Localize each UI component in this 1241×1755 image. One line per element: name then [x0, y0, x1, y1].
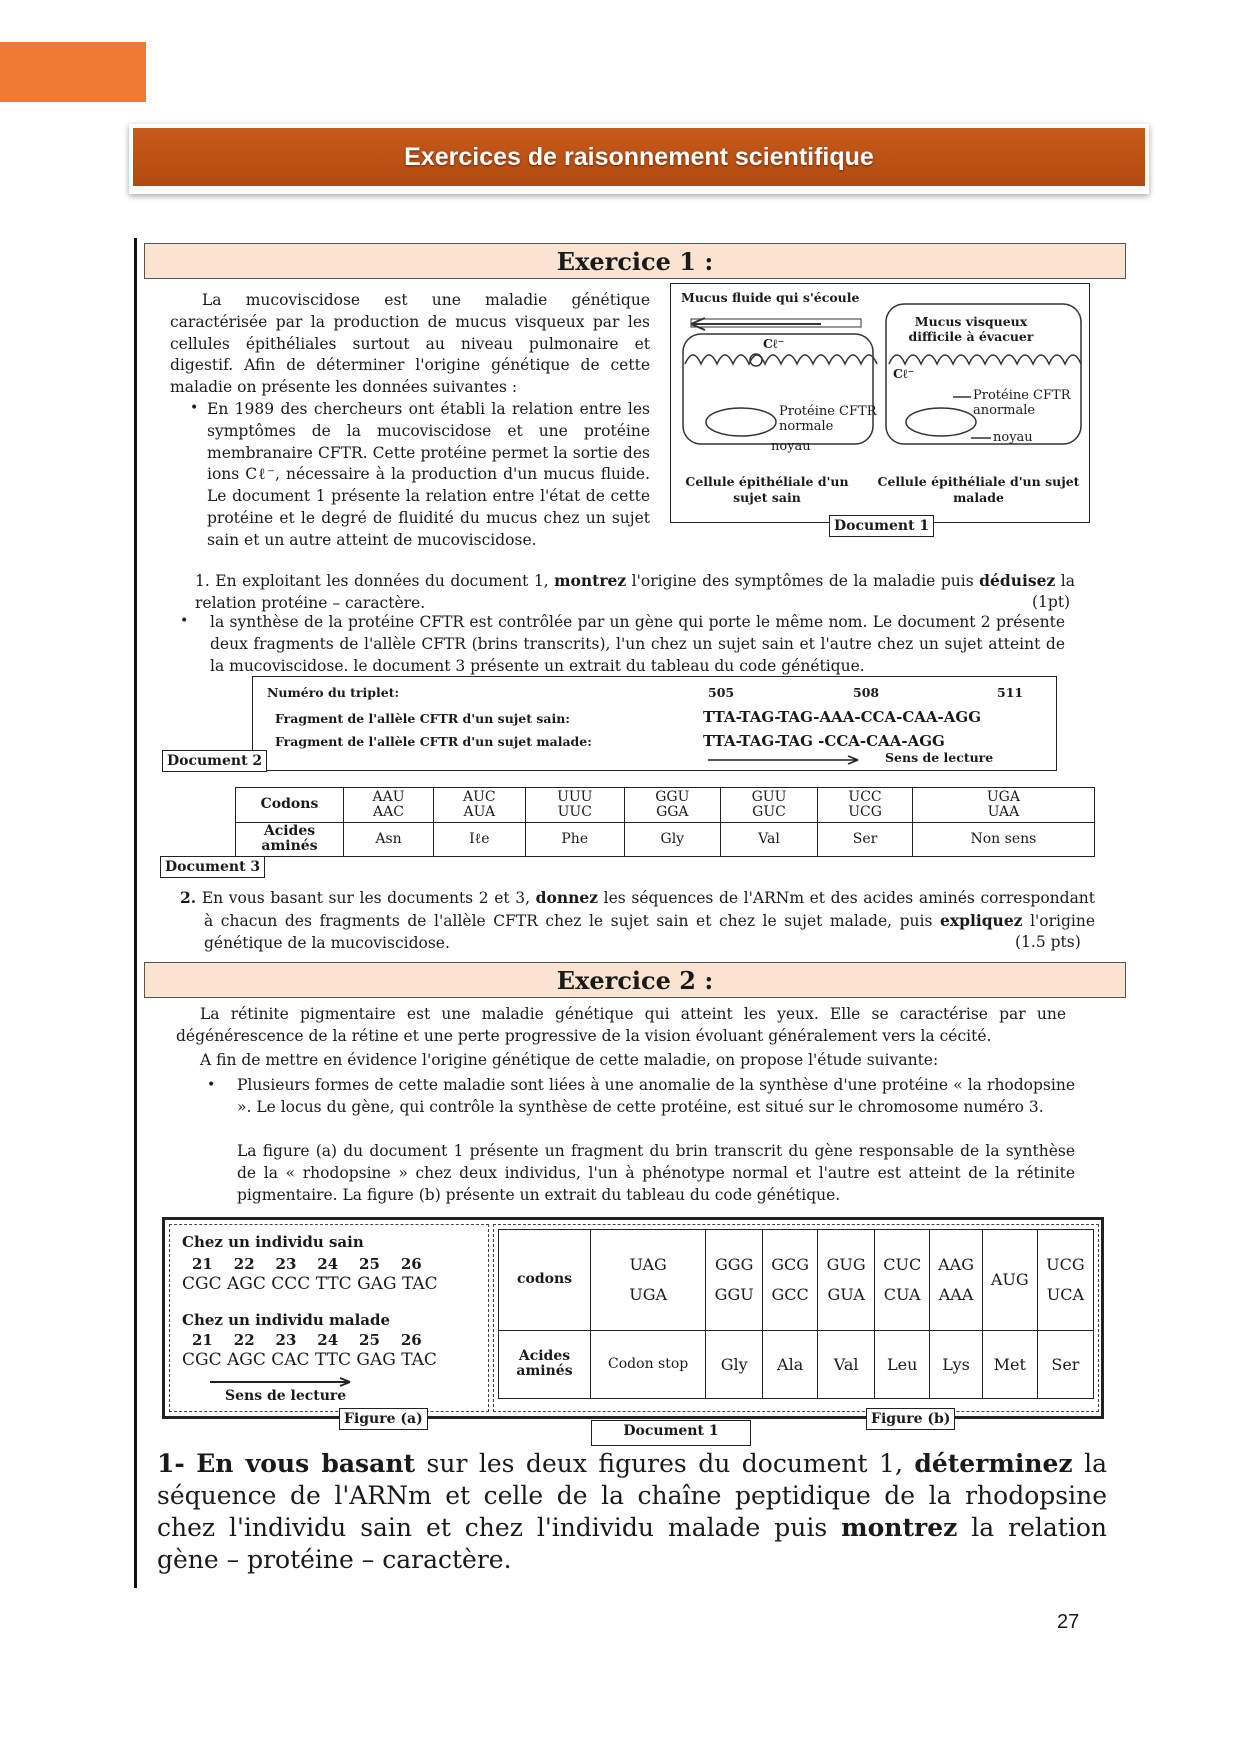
- bullet-dot: •: [190, 400, 199, 416]
- sick-fragment-label: Fragment de l'allèle CFTR d'un sujet malade:: [275, 734, 592, 749]
- banner-title: Exercices de raisonnement scientifique: [133, 128, 1145, 186]
- page-number: 27: [1057, 1611, 1080, 1633]
- protein-normal-label: Protéine CFTR normale: [779, 404, 877, 434]
- page-banner: [129, 124, 1149, 194]
- sick-fragment-sequence: TTA-TAG-TAG -CCA-CAA-AGG: [703, 732, 945, 750]
- figb-amino-cell: Met: [982, 1330, 1037, 1398]
- q1-number: 1.: [195, 572, 210, 590]
- q1-pre: En exploitant les données du document 1,: [215, 572, 549, 590]
- doc3-amino-cell: Asn: [344, 822, 434, 857]
- doc3-codon-cell: GUU GUC: [720, 788, 818, 823]
- ex1-question2: [180, 887, 1095, 954]
- q2-post: l'origine génétique de la mucoviscidose.: [204, 911, 1096, 952]
- figb-amino-cell: Leu: [875, 1330, 930, 1398]
- ex2-q1-mid2: la séquence de l'ARNm et celle de la chaîne peptidique de la rhodopsine chez l'individu sain et chez l'individu malade puis: [157, 1449, 1107, 1542]
- reading-direction-arrow: [210, 1377, 360, 1387]
- fluid-mucus-label: Mucus fluide qui s'écoule: [681, 290, 860, 305]
- sick-sequence: CGC AGC CAC TTC GAG TAC: [182, 1350, 437, 1370]
- q2-points: (1.5 pts): [1015, 933, 1081, 951]
- figb-codon-cell: GGG GGU: [706, 1230, 763, 1331]
- figb-codon-cell: UAG UGA: [591, 1230, 706, 1331]
- healthy-fragment-sequence: TTA-TAG-TAG-AAA-CCA-CAA-AGG: [703, 708, 982, 726]
- sick-individual-title: Chez un individu malade: [182, 1311, 391, 1329]
- figb-amino-cell: Gly: [706, 1330, 763, 1398]
- triplet-numbers-healthy: 21 22 23 24 25 26: [192, 1255, 422, 1273]
- protein-abnormal-label: Protéine CFTR anormale: [973, 388, 1071, 418]
- ex2-q1-number: 1-: [157, 1449, 185, 1478]
- figure-a-box: [169, 1224, 489, 1412]
- q1-mid: l'origine des symptômes de la maladie puis: [631, 572, 974, 590]
- bullet-dot: •: [207, 1077, 216, 1093]
- reading-direction-label: Sens de lecture: [225, 1388, 347, 1404]
- doc3-codon-cell: UGA UAA: [912, 788, 1094, 823]
- figb-amino-cell: Codon stop: [591, 1330, 706, 1398]
- bullet-dot: •: [180, 613, 189, 629]
- triplet-numbers-sick: 21 22 23 24 25 26: [192, 1331, 422, 1349]
- healthy-fragment-label: Fragment de l'allèle CFTR d'un sujet sain:: [275, 711, 570, 726]
- flow-arrow: [691, 318, 821, 330]
- doc3-amino-cell: Val: [720, 822, 818, 857]
- sick-cell-caption: Cellule épithéliale d'un sujet malade: [877, 474, 1080, 505]
- figb-codon-cell: UCG UCA: [1037, 1230, 1093, 1331]
- ex2-bullet-cont: La figure (a) du document 1 présente un fragment du brin transcrit du gène responsable de la synthèse de la « rhodopsine » chez deux individus, l'un à phénotype normal et l'autre est atteint de la rétinite pigmentaire. La figure (b) présente un extrait du tableau du code génétique.: [237, 1142, 1075, 1204]
- figb-codon-cell: AAG AAA: [930, 1230, 982, 1331]
- left-margin-rule: [134, 238, 137, 1588]
- exercise-1-title: Exercice 1 :: [556, 246, 714, 276]
- ex1-document2-box: [252, 676, 1057, 771]
- ex1-document3-label: Document 3: [160, 856, 265, 878]
- figb-amino-cell: Ala: [763, 1330, 818, 1398]
- noyau-label-left: noyau: [771, 439, 811, 454]
- ex1-question1: [195, 570, 1075, 615]
- chloride-label-right: Cℓ⁻: [893, 366, 915, 381]
- doc3-codon-cell: AAU AAC: [344, 788, 434, 823]
- q2-pre: En vous basant sur les documents 2 et 3,: [201, 889, 531, 907]
- ex2-intro2: A fin de mettre en évidence l'origine génétique de cette maladie, on propose l'étude suivante:: [200, 1051, 939, 1069]
- figb-codon-cell: AUG: [982, 1230, 1037, 1331]
- figure-b-label: Figure (b): [866, 1408, 955, 1430]
- figure-b-box: [493, 1224, 1099, 1412]
- healthy-individual-title: Chez un individu sain: [182, 1233, 364, 1251]
- figb-amino-cell: Lys: [930, 1330, 982, 1398]
- reading-direction-arrow: [708, 755, 868, 765]
- nucleus-left: [706, 408, 776, 436]
- q2-bold1: donnez: [535, 888, 599, 907]
- q1-points: (1pt): [1032, 593, 1071, 611]
- microvilli-left: [685, 355, 877, 364]
- ex1-bullet1: En 1989 des chercheurs ont établi la relation entre les symptômes de la mucoviscidose et une protéine membranaire CFTR. Cette protéine permet la sortie des ions Cℓ⁻, nécessaire à la production d'un mucus fluide. Le document 1 présente la relation entre l'état de cette protéine et le degré de fluidité du mucus chez un sujet sain et un autre atteint de mucoviscidose.: [207, 400, 650, 549]
- noyau-label-right: noyau: [993, 430, 1033, 445]
- triplet-505: 505: [708, 685, 735, 700]
- triplet-511: 511: [997, 685, 1024, 700]
- figure-b-table: [498, 1229, 1094, 1399]
- microvilli-right: [889, 355, 1081, 364]
- ex1-document1-label: Document 1: [829, 515, 934, 537]
- doc3-amino-cell: Ser: [818, 822, 913, 857]
- doc3-codon-cell: AUC AUA: [434, 788, 526, 823]
- doc3-amino-cell: Iℓe: [434, 822, 526, 857]
- doc3-codon-cell: GGU GGA: [624, 788, 720, 823]
- doc3-codon-cell: UCC UCG: [818, 788, 913, 823]
- ex2-bullet: Plusieurs formes de cette maladie sont liées à une anomalie de la synthèse d'une protéine « la rhodopsine ». Le locus du gène, qui contrôle la synthèse de cette protéine, est situé sur le chromosome numéro 3.: [237, 1076, 1075, 1116]
- q1-bold1: montrez: [554, 571, 627, 590]
- nucleus-right: [906, 408, 976, 436]
- triplet-number-label: Numéro du triplet:: [267, 685, 400, 700]
- exercise-2-title: Exercice 2 :: [556, 965, 714, 995]
- ex2-q1-pre: En vous basant: [196, 1449, 416, 1478]
- chloride-label-left: Cℓ⁻: [763, 336, 785, 351]
- healthy-sequence: CGC AGC CCC TTC GAG TAC: [182, 1274, 438, 1294]
- ex2-q1-mid: sur les deux figures du document 1,: [426, 1449, 903, 1478]
- figb-amino-header: Acides aminés: [499, 1330, 591, 1398]
- q2-bold2: expliquez: [940, 910, 1023, 930]
- figb-codon-cell: CUC CUA: [875, 1230, 930, 1331]
- doc3-amino-header: Acides aminés: [236, 822, 344, 857]
- ex2-q1-post: la relation gène – protéine – caractère.: [157, 1513, 1107, 1574]
- figure-a-label: Figure (a): [339, 1408, 428, 1430]
- ex1-document2-label: Document 2: [162, 750, 267, 772]
- healthy-cell-caption: Cellule épithéliale d'un sujet sain: [685, 474, 849, 505]
- q2-mid: les séquences de l'ARNm et des acides aminés correspondant à chacun des fragments de l'allèle CFTR chez le sujet sain et chez le sujet malade, puis: [204, 889, 1096, 930]
- ex2-intro1: La rétinite pigmentaire est une maladie génétique qui atteint les yeux. Elle se caractérise par une dégénérescence de la rétine et une perte progressive de la vision évoluant généralement vers la cécité.: [176, 1005, 1066, 1045]
- ex1-document1-figure: [670, 283, 1090, 523]
- figb-codon-cell: GCG GCC: [763, 1230, 818, 1331]
- ex2-document1-label: Document 1: [591, 1420, 751, 1446]
- ex2-q1-bold2: montrez: [841, 1513, 958, 1542]
- doc3-codon-cell: UUU UUC: [525, 788, 624, 823]
- ex2-document1-box: [162, 1217, 1104, 1419]
- ex2-q1-bold: déterminez: [914, 1449, 1073, 1478]
- viscous-mucus-label: Mucus visqueux difficile à évacuer: [908, 314, 1034, 344]
- q2-number: 2.: [180, 888, 197, 907]
- orange-corner-tab: [0, 42, 146, 102]
- reading-direction-label: Sens de lecture: [885, 750, 994, 765]
- q1-post: la relation protéine – caractère.: [195, 572, 1075, 612]
- doc3-amino-cell: Gly: [624, 822, 720, 857]
- ex1-bullet2: la synthèse de la protéine CFTR est contrôlée par un gène qui porte le même nom. Le document 2 présente deux fragments de l'allèle CFTR (brins transcrits), l'un chez un sujet sain et l'autre chez un sujet atteint de la mucoviscidose. le document 3 présente un extrait du tableau du code génétique.: [210, 613, 1065, 675]
- triplet-508: 508: [853, 685, 880, 700]
- ex2-question1: [157, 1448, 1107, 1576]
- ex1-intro: La mucoviscidose est une maladie génétique caractérisée par la production de mucus visqueux par les cellules épithéliales surtout au niveau pulmonaire et digestif. Afin de déterminer l'origine génétique de cette maladie on présente les données suivantes :: [170, 291, 650, 397]
- figb-amino-cell: Val: [818, 1330, 875, 1398]
- doc3-amino-cell: Non sens: [912, 822, 1094, 857]
- exercise-2-header: [144, 962, 1126, 998]
- doc3-amino-cell: Phe: [525, 822, 624, 857]
- q1-bold2: déduisez: [979, 571, 1056, 590]
- figb-amino-cell: Ser: [1037, 1330, 1093, 1398]
- doc3-codons-header: Codons: [236, 788, 344, 823]
- figb-codons-header: codons: [499, 1230, 591, 1331]
- ex1-document3-table: [235, 787, 1095, 857]
- exercise-1-header: [144, 243, 1126, 279]
- figb-codon-cell: GUG GUA: [818, 1230, 875, 1331]
